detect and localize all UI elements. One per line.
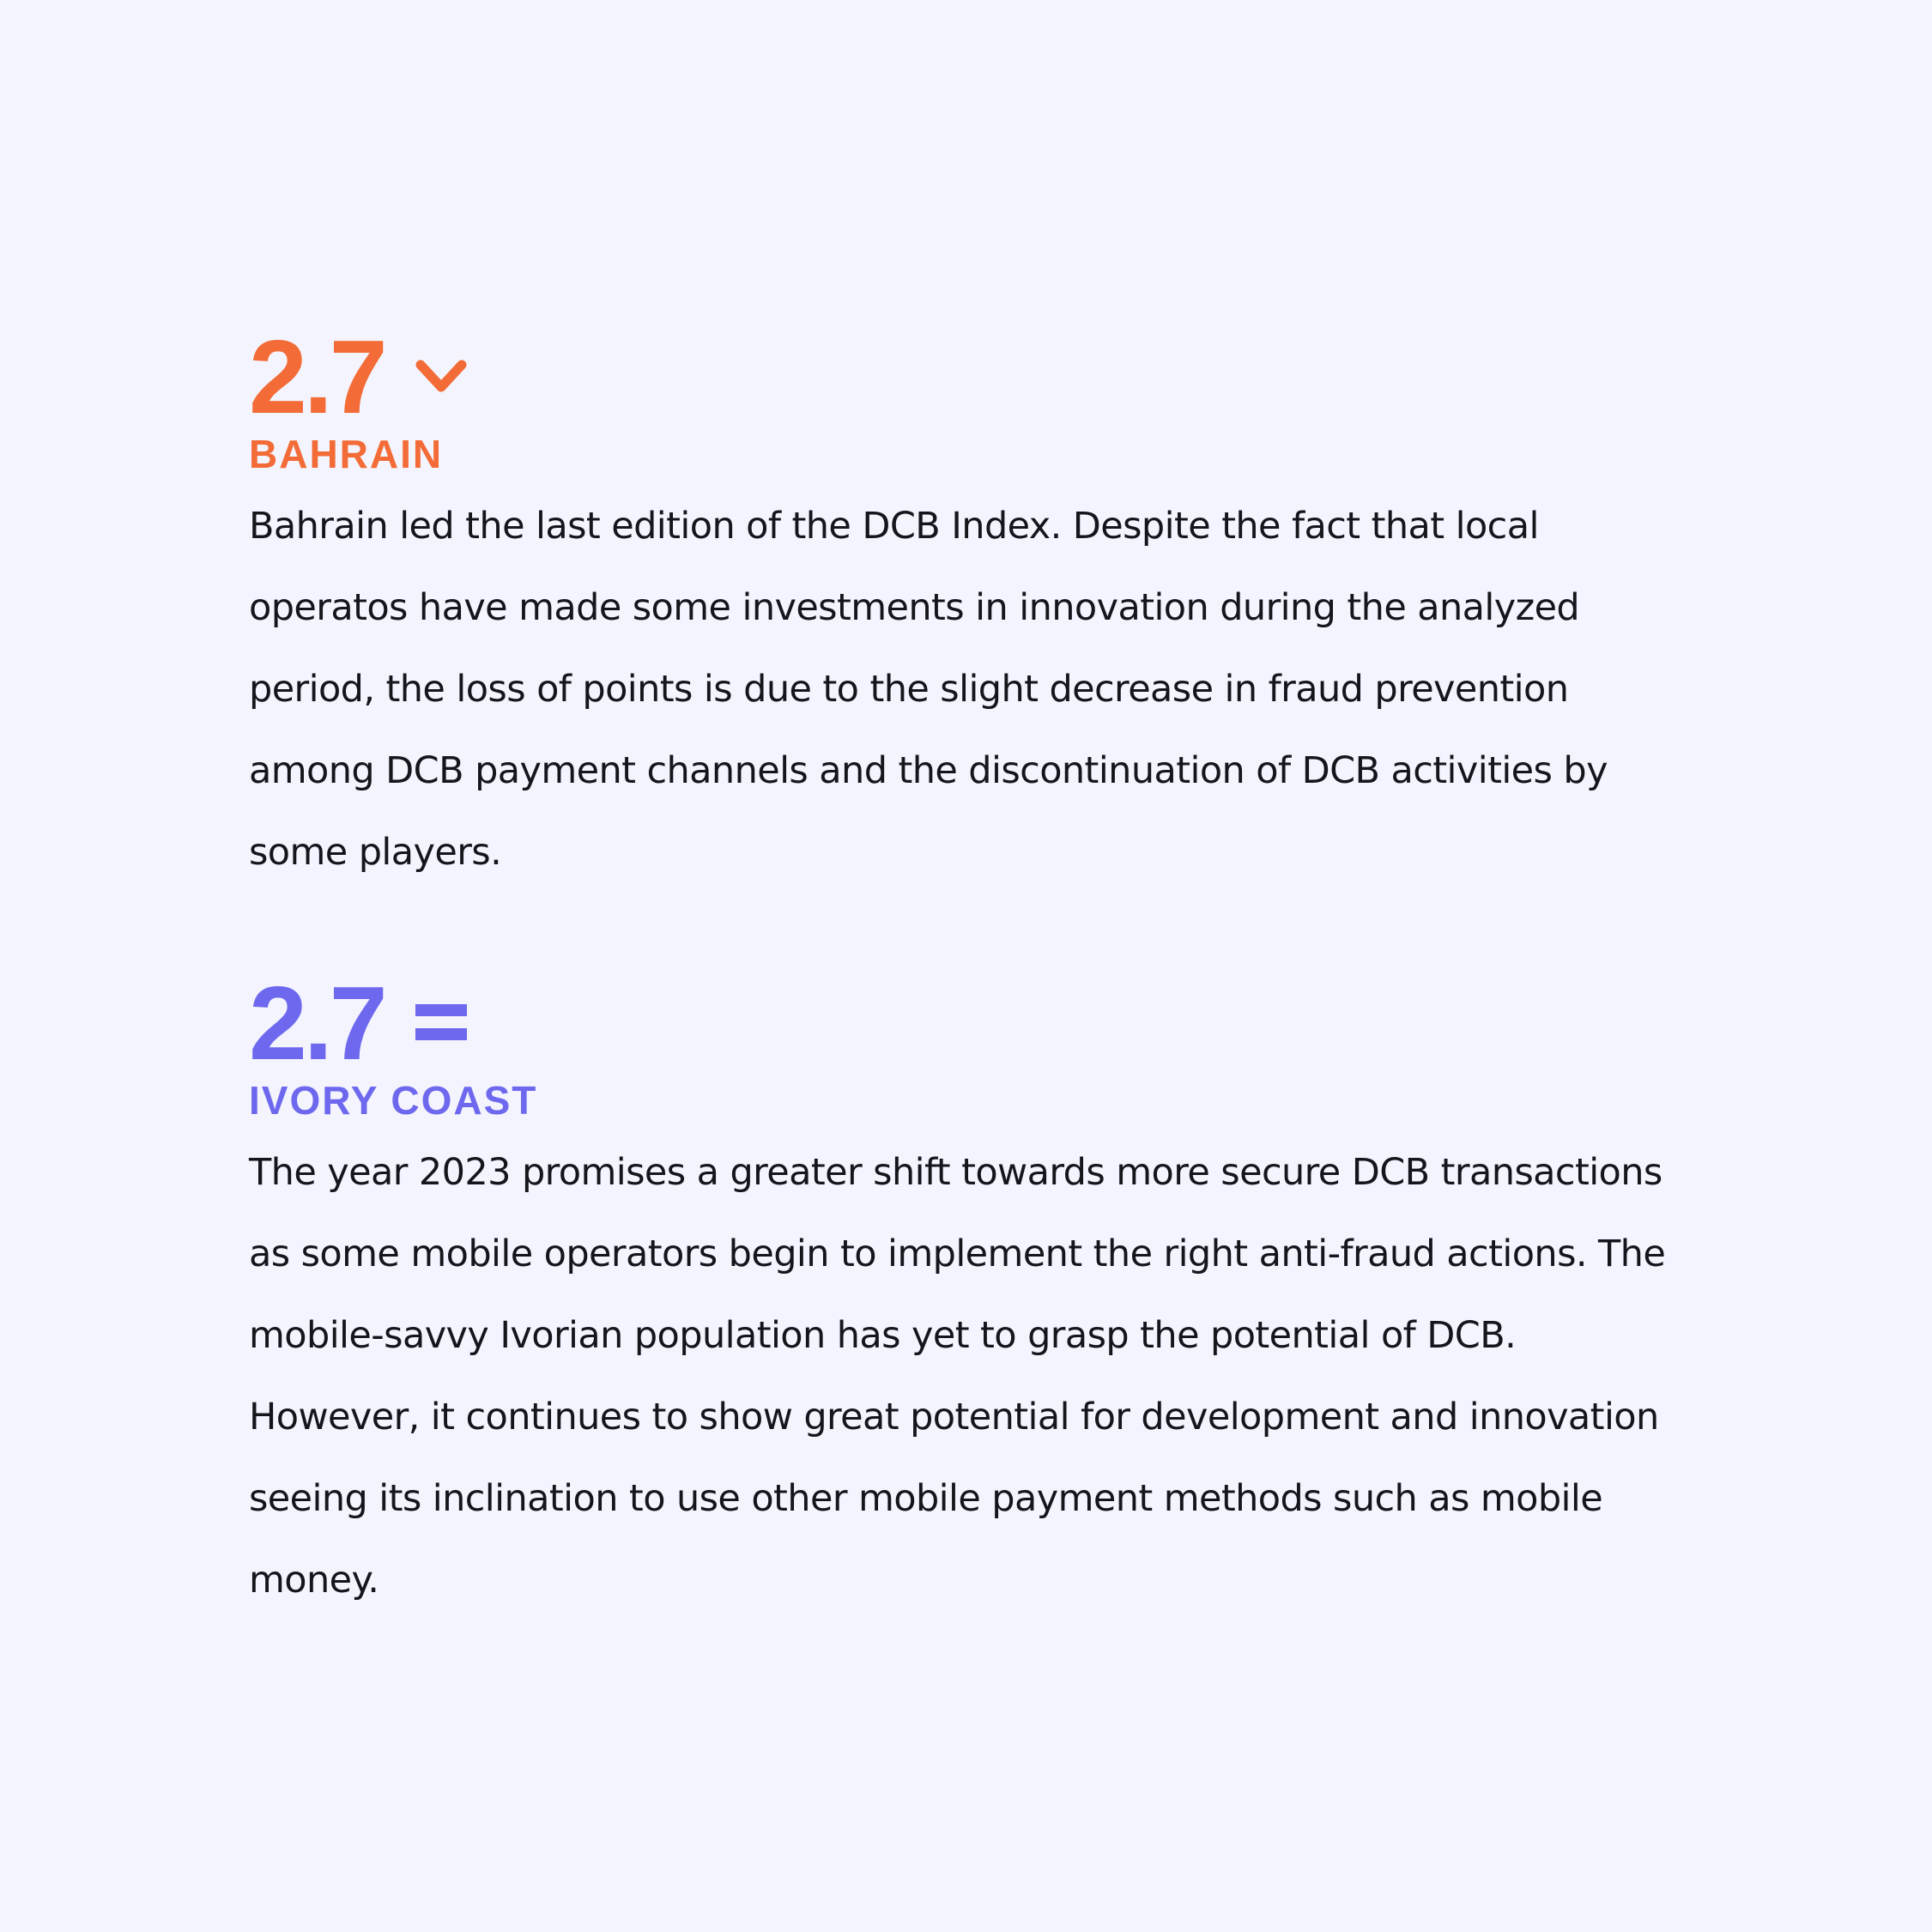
score-row [249, 318, 1708, 435]
equals-icon [414, 999, 469, 1047]
country-name: BAHRAIN [249, 432, 444, 476]
country-description: The year 2023 promises a greater shift towards more secure DCB transactions as some mobile operators begin to implement the right anti-fraud actions. The mobile-savvy Ivorian population has yet to grasp the potential of DCB. However, it continues to show great potential for development and innovation seeing its inclination to use other mobile payment methods such as mobile money. [249, 1151, 1666, 1602]
country-description: Bahrain led the last edition of the DCB Index. Despite the fact that local operatos have made some investments in innovation during the analyzed period, the loss of points is due to the slight decrease in fraud prevention among DCB payment channels and the discontinuation of DCB activities by some players. [249, 505, 1608, 874]
score-value: 2.7 [249, 318, 385, 435]
country-entry-ivory-coast [249, 965, 1708, 1621]
chevron-down-icon [414, 358, 469, 396]
country-name: IVORY COAST [249, 1078, 538, 1123]
country-entry-bahrain [249, 318, 1708, 893]
score-row [249, 965, 1708, 1081]
score-value: 2.7 [249, 965, 385, 1081]
